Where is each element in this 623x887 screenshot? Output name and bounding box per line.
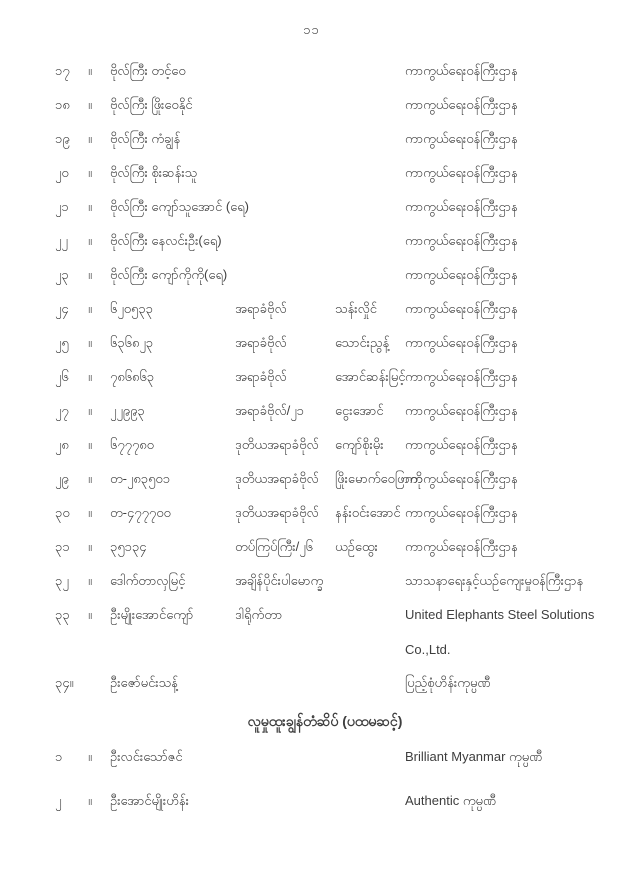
list-row [55,430,595,464]
row-separator: ။ [88,539,92,554]
recipient-name: ယဉ်ထွေး [335,539,378,554]
list-row [55,396,595,430]
row-separator: ။ [88,131,92,146]
row-number: ၁၇ [55,63,70,78]
rank: အရာခံဗိုလ် [235,301,287,316]
organization: ကာကွယ်ရေးဝန်ကြီးဌာန [405,539,518,554]
organization: ကာကွယ်ရေးဝန်ကြီးဌာန [405,97,518,112]
organization: ကာကွယ်ရေးဝန်ကြီးဌာန [405,233,518,248]
rank: ဒုတိယအရာခံဗိုလ် [235,437,319,452]
row-number: ၂၈ [55,437,69,452]
organization: ကာကွယ်ရေးဝန်ကြီးဌာန [405,437,518,452]
organization-line2: Co.,Ltd. [405,642,451,657]
list-row [55,294,595,328]
list-row [55,742,595,786]
recipient-name: နန်းဝင်းအောင် [335,505,401,520]
organization: Brilliant Myanmar ကုမ္ပဏီ [405,749,543,764]
organization: ကာကွယ်ရေးဝန်ကြီးဌာန [405,301,518,316]
row-number: ၁၉ [55,131,70,146]
serial-number: ၂၂၉၉၃ [110,403,145,418]
row-separator: ။ [88,505,92,520]
list-row [55,362,595,396]
row-separator: ။ [88,267,92,282]
recipient-name: ဦးဇော်မင်းသန့် [110,675,178,690]
recipient-name: ကျော်စိုးမိုး [335,437,384,452]
row-separator: ။ [88,97,92,112]
row-separator: ။ [88,63,92,78]
row-separator: ။ [88,403,92,418]
page-number: ၁၁ [303,22,320,37]
recipient-name: ဗိုလ်ကြီး တင့်ဝေ [110,63,186,78]
serial-number: ၇၈၆၈၆၃ [110,369,155,384]
row-separator: ။ [88,793,92,808]
list-row [55,532,595,566]
row-separator: ။ [88,437,92,452]
organization: ကာကွယ်ရေးဝန်ကြီးဌာန [405,131,518,146]
row-number: ၂ [55,793,62,808]
recipient-name: ဦးမျိုးအောင်ကျော် [110,607,194,622]
recipient-name: ဦးလင်းသော်ဇင် [110,749,183,764]
position-title: ဒါရိုက်တာ [235,607,283,622]
recipient-name: အောင်ဆန်းမြင့် [335,369,406,384]
recipient-name: ဗိုလ်ကြီး ကျော်သူအောင် (ရေ) [110,199,250,214]
organization: Authentic ကုမ္ပဏီ [405,793,497,808]
serial-number: ၆၇၇၇၈၀ [110,437,154,452]
row-number: ၂၂ [55,233,68,248]
rank: အရာခံဗိုလ် [235,335,287,350]
rank: အရာခံဗိုလ် [235,369,287,384]
rank: ဒုတိယအရာခံဗိုလ် [235,471,319,486]
rank: ဒုတိယအရာခံဗိုလ် [235,505,319,520]
list-row [55,90,595,124]
organization: ပြည့်စုံဟိန်းကုမ္ပဏီ [405,675,491,690]
list-row [55,192,595,226]
row-number: ၂၆ [55,369,69,384]
row-separator: ။ [88,199,92,214]
row-number: ၂၃ [55,267,69,282]
serial-number: ၆၃၆၈၂၃ [110,335,154,350]
organization: ကာကွယ်ရေးဝန်ကြီးဌာန [405,403,518,418]
list-row [55,124,595,158]
serial-number: ၆၂၀၅၃၃ [110,301,153,316]
row-separator: ။ [88,335,92,350]
recipient-name: ဒေါက်တာလှမြင့် [110,573,186,588]
recipient-name: သန်းလှိုင် [335,301,377,316]
rank: အရာခံဗိုလ်/၂၁ [235,403,304,418]
list-row [55,566,595,600]
recipient-name: သောင်းညွန့် [335,335,390,350]
row-number: ၃၄။ [55,675,74,690]
section-title: လူမှုထူးချွန်တံဆိပ် (ပထမဆင့်) [247,713,403,729]
list-row [55,56,595,90]
row-separator: ။ [88,233,92,248]
list-row [55,158,595,192]
rank: တပ်ကြပ်ကြီး/၂၆ [235,539,313,554]
list-row [55,498,595,532]
row-number: ၁ [55,749,63,764]
organization: ကာကွယ်ရေးဝန်ကြီးဌာန [405,335,518,350]
award-list [55,56,595,830]
row-number: ၂၄ [55,301,69,316]
recipient-name: ငွေးအောင် [335,403,384,418]
position-title: အချိန်ပိုင်းပါမောက္ခ [235,573,324,588]
list-row [55,786,595,830]
row-separator: ။ [88,301,92,316]
organization: ကာကွယ်ရေးဝန်ကြီးဌာန [405,471,518,486]
row-number: ၂၅ [55,335,69,350]
row-number: ၃၀ [55,505,70,520]
organization-line1: United Elephants Steel Solutions [405,607,595,622]
row-separator: ။ [88,471,92,486]
row-separator: ။ [88,369,92,384]
list-row [55,668,595,704]
organization: ကာကွယ်ရေးဝန်ကြီးဌာန [405,505,518,520]
recipient-name: ဗိုလ်ကြီး ကံချွန် [110,131,181,146]
organization: ကာကွယ်ရေးဝန်ကြီးဌာန [405,267,518,282]
list-row [55,226,595,260]
recipient-name: ဗိုလ်ကြီး ကျော်ကိုကို(ရေ) [110,267,228,282]
recipient-name: ဦးအောင်မျိုးဟိန်း [110,793,189,808]
recipient-name: ဗိုလ်ကြီး စိုးဆန်းသူ [110,165,198,180]
recipient-name: ဖြိုးမောက်ဝေဖြာကို [335,471,423,486]
row-number: ၁၈ [55,97,70,112]
row-separator: ။ [88,165,92,180]
row-number: ၃၃ [55,607,70,622]
row-number: ၂၇ [55,403,69,418]
list-row [55,600,595,668]
organization [405,605,595,659]
row-separator: ။ [88,573,92,588]
row-number: ၃၁ [55,539,70,554]
row-number: ၂၉ [55,471,69,486]
organization: သာသနာရေးနှင့်ယဉ်ကျေးမှုဝန်ကြီးဌာန [405,573,584,588]
row-number: ၂၁ [55,199,69,214]
organization: ကာကွယ်ရေးဝန်ကြီးဌာန [405,63,518,78]
list-row [55,464,595,498]
row-separator: ။ [88,749,92,764]
serial-number: တ-၄၇၇၇၀၀ [110,505,171,520]
organization: ကာကွယ်ရေးဝန်ကြီးဌာန [405,199,518,214]
list-row [55,260,595,294]
serial-number: တ-၂၈၃၅၀၁ [110,471,171,486]
row-number: ၂၀ [55,165,69,180]
row-separator: ။ [88,607,92,622]
list-row [55,328,595,362]
serial-number: ၃၅၁၃၄ [110,539,147,554]
recipient-name: ဗိုလ်ကြီး ဖြိုးဝေနိုင် [110,97,193,112]
organization: ကာကွယ်ရေးဝန်ကြီးဌာန [405,165,518,180]
organization: ကာကွယ်ရေးဝန်ကြီးဌာန [405,369,518,384]
row-number: ၃၂ [55,573,69,588]
recipient-name: ဗိုလ်ကြီး နေလင်းဦး(ရေ) [110,233,222,248]
